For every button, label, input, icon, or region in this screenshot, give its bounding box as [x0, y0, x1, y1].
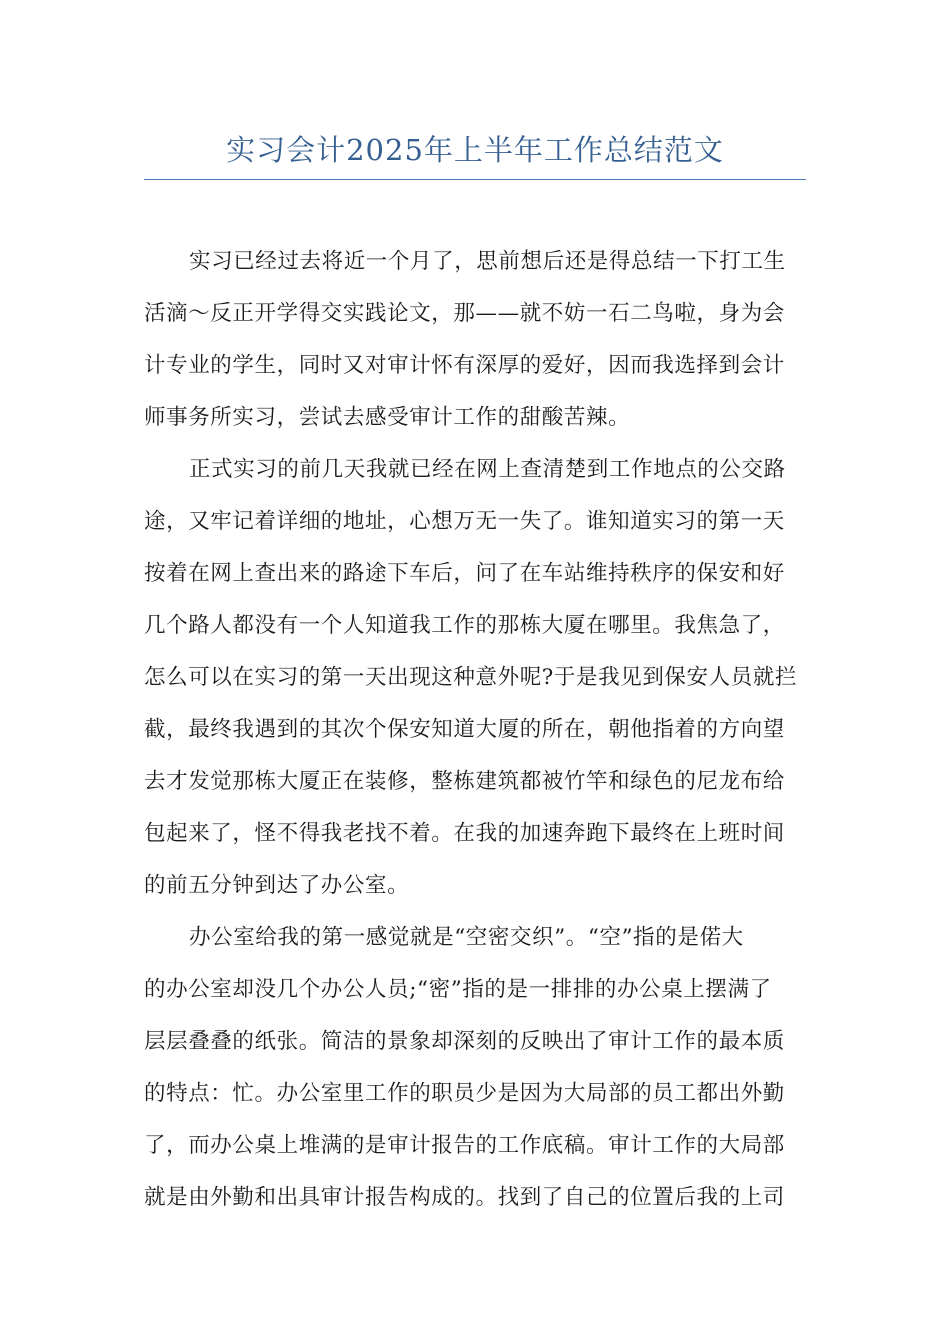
paragraph-line: 师事务所实习，尝试去感受审计工作的甜酸苦辣。 — [144, 405, 631, 430]
paragraph-line: 就是由外勤和出具审计报告构成的。找到了自己的位置后我的上司 — [144, 1185, 785, 1210]
paragraph-line: 截，最终我遇到的其次个保安知道大厦的所在，朝他指着的方向望 — [144, 717, 785, 742]
paragraph-1 — [144, 236, 806, 444]
paragraph-line: 的办公室却没几个办公人员;“密”指的是一排排的办公桌上摆满了 — [144, 977, 772, 1002]
paragraph-line: 的特点：忙。办公室里工作的职员少是因为大局部的员工都出外勤 — [144, 1081, 785, 1106]
title-underline — [144, 179, 806, 180]
paragraph-line: 按着在网上查出来的路途下车后，问了在车站维持秩序的保安和好 — [144, 561, 785, 586]
paragraph-line: 途，又牢记着详细的地址，心想万无一失了。谁知道实习的第一天 — [144, 509, 785, 534]
paragraph-line: 去才发觉那栋大厦正在装修，整栋建筑都被竹竿和绿色的尼龙布给 — [144, 769, 785, 794]
paragraph-line: 实习已经过去将近一个月了，思前想后还是得总结一下打工生 — [189, 249, 786, 274]
paragraph-line: 包起来了，怪不得我老找不着。在我的加速奔跑下最终在上班时间 — [144, 821, 785, 846]
paragraph-line: 的前五分钟到达了办公室。 — [144, 873, 410, 898]
paragraph-line: 计专业的学生，同时又对审计怀有深厚的爱好，因而我选择到会计 — [144, 353, 785, 378]
paragraph-line: 了，而办公桌上堆满的是审计报告的工作底稿。审计工作的大局部 — [144, 1133, 785, 1158]
paragraph-line: 层层叠叠的纸张。简洁的景象却深刻的反映出了审计工作的最本质 — [144, 1029, 785, 1054]
document-title: 实习会计2025年上半年工作总结范文 — [226, 133, 724, 167]
paragraph-line: 办公室给我的第一感觉就是“空密交织”。“空”指的是偌大 — [189, 925, 744, 950]
paragraph-line: 正式实习的前几天我就已经在网上查清楚到工作地点的公交路 — [189, 457, 786, 482]
paragraph-2 — [144, 444, 806, 912]
paragraph-line: 几个路人都没有一个人知道我工作的那栋大厦在哪里。我焦急了， — [144, 613, 785, 638]
document-body — [144, 236, 806, 1224]
paragraph-line: 怎么可以在实习的第一天出现这种意外呢?于是我见到保安人员就拦 — [144, 665, 798, 690]
paragraph-3 — [144, 912, 806, 1224]
paragraph-line: 活滴～反正开学得交实践论文，那——就不妨一石二鸟啦，身为会 — [144, 301, 785, 326]
